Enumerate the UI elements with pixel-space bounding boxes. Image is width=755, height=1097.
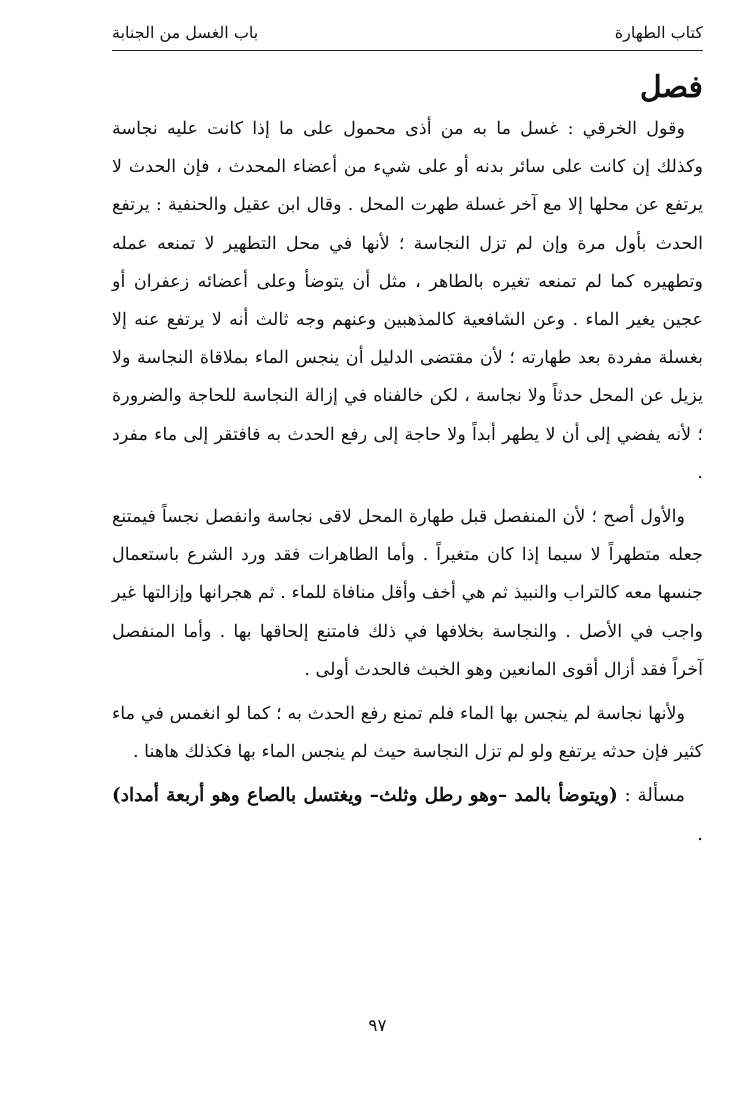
masala-prefix: مسألة : — [617, 785, 685, 807]
chapter-title: باب الغسل من الجنابة — [112, 22, 259, 42]
paragraph: ولأنها نجاسة لم ينجس بها الماء فلم تمنع رفع الحدث به ؛ كما لو انغمس في ماء كثير فإن حدثه يرتفع ولو لم تزل النجاسة حيث لم ينجس الماء بها فكذلك هاهنا . — [112, 704, 703, 763]
page-number: ٩٧ — [368, 1016, 387, 1036]
book-title: كتاب الطهارة — [614, 22, 703, 42]
masala-suffix: . — [697, 823, 703, 845]
header-rule — [112, 50, 703, 51]
paragraph: والأول أصح ؛ لأن المنفصل قبل طهارة المحل لاقى نجاسة وانفصل نجساً فيمتنع جعله متطهراً لا سيما إذا كان متغيراً . وأما الطاهرات فقد ورد الشرع باستعمال جنسها معه كالتراب والنبيذ ثم هي أخف وأقل منافاة للماء . ثم هجرانها وإزالتها غير واجب في الأصل . والنجاسة بخلافها في ذلك فامتنع إلحاقها بها . وأما المنفصل آخراً فقد أزال أقوى المانعين وهو الخبث فالحدث أولى . — [112, 507, 703, 680]
body-text — [112, 110, 703, 860]
paragraph: وقول الخرقي : غسل ما به من أذى محمول على ما إذا كانت عليه نجاسة وكذلك إن كانت على سائر بدنه أو على شيء من أعضاء المحدث ، فإن الحدث لا يرتفع عن محلها إلا مع آخر غسلة طهرت المحل . وقال ابن عقيل والحنفية : يرتفع الحدث بأول مرة وإن لم تزل النجاسة ؛ لأنها في محل التطهير لا تمنعه عمله وتطهيره كما لم تمنعه تغيره بالطاهر ، مثل أن يتوضأ وعلى أعضائه زعفران أو عجين يغير الماء . وعن الشافعية كالمذهبين وعنهم وجه ثالث أنه لا يرتفع عنه إلا بغسلة مفردة بعد طهارته ؛ لأن مقتضى الدليل أن ينجس الماء بملاقاة النجاسة ولا يزيل عن المحل حدثاً ولا نجاسة ، لكن خالفناه في إزالة النجاسة للحاجة والضرورة ؛ لأنه يفضي إلى أن لا يطهر أبداً ولا حاجة إلى رفع الحدث به فافتقر إلى ماء مفرد . — [112, 119, 703, 483]
section-title: فصل — [639, 70, 703, 105]
masala-paragraph — [112, 777, 703, 853]
masala-text: (ويتوضأ بالمد –وهو رطل وثلث– ويغتسل بالصاع وهو أربعة أمداد) — [112, 785, 618, 807]
running-header — [112, 18, 703, 46]
